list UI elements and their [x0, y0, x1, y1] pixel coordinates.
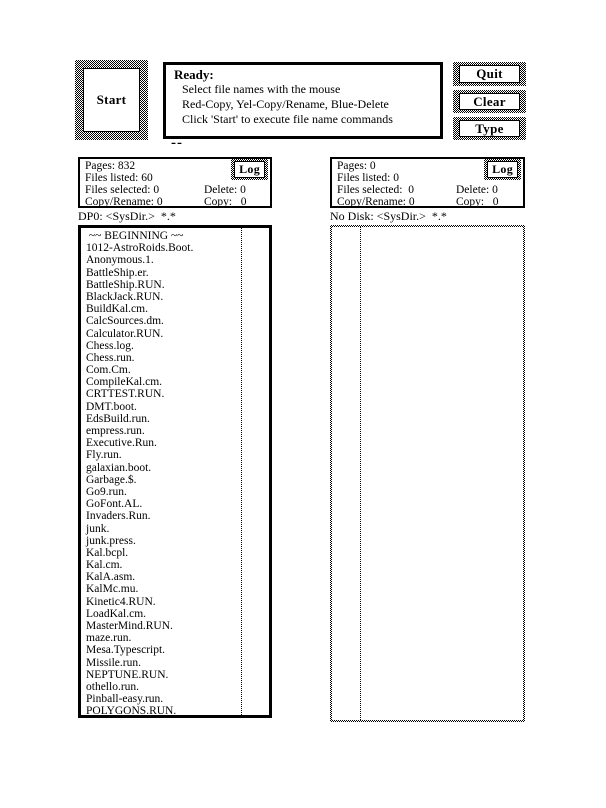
file-row[interactable]: CalcSources.dm. [86, 315, 164, 328]
mouse-cursor: -- [171, 135, 183, 151]
right-log-button[interactable] [484, 159, 521, 180]
copy-stat: Copy: 0 [456, 196, 499, 208]
pages-stat: Pages: 832 [85, 160, 136, 172]
list-divider-line [360, 227, 361, 720]
left-file-list-area [81, 228, 269, 718]
file-row[interactable]: Go9.run. [86, 485, 127, 498]
right-file-list-area [332, 227, 523, 720]
file-row[interactable]: CompileKal.cm. [86, 376, 163, 389]
file-row[interactable]: Garbage.$. [86, 473, 137, 486]
file-row[interactable]: Missile.run. [86, 656, 141, 669]
right-stats-panel [330, 157, 525, 208]
file-row[interactable]: MasterMind.RUN. [86, 620, 173, 632]
status-title: Ready: [174, 67, 214, 82]
type-button[interactable] [453, 117, 526, 140]
files-listed-stat: Files listed: 0 [337, 172, 399, 184]
type-button-label: Type [459, 120, 520, 137]
file-row[interactable]: KalMc.mu. [86, 583, 139, 596]
left-list-scrollbar[interactable] [242, 228, 269, 715]
delete-stat: Delete: 0 [456, 184, 498, 196]
copy-rename-stat: Copy/Rename: 0 [337, 196, 415, 208]
file-row[interactable]: POLYGONS.RUN. [86, 705, 177, 718]
file-row[interactable]: Calculator.RUN. [86, 327, 164, 340]
file-list-column [81, 230, 241, 718]
file-row[interactable]: Kal.cm. [86, 559, 123, 572]
file-row[interactable]: empress.run. [86, 425, 145, 437]
file-row[interactable]: Kinetic4.RUN. [86, 595, 156, 608]
copy-stat: Copy: 0 [204, 196, 247, 208]
file-row[interactable]: 1012-AstroRoids.Boot. [86, 242, 194, 255]
file-row[interactable]: Executive.Run. [86, 437, 157, 450]
file-row[interactable]: EdsBuild.run. [86, 412, 150, 425]
file-row[interactable]: Chess.log. [86, 339, 134, 352]
file-row[interactable]: junk.press. [86, 534, 136, 547]
file-row[interactable]: Invaders.Run. [86, 510, 151, 523]
file-row[interactable]: BlackJack.RUN. [86, 290, 164, 303]
file-row[interactable]: BattleShip.RUN. [86, 278, 165, 291]
file-row[interactable]: Anonymous.1. [86, 254, 154, 267]
start-button[interactable] [75, 60, 148, 140]
file-row[interactable]: Pinball-easy.run. [86, 693, 164, 706]
file-row[interactable]: DMT.boot. [86, 400, 137, 413]
file-row[interactable]: Chess.run. [86, 351, 135, 364]
clear-button-label: Clear [459, 93, 520, 110]
left-file-list [78, 225, 272, 718]
file-row[interactable]: ~~ BEGINNING ~~ [86, 230, 184, 242]
status-line: Click 'Start' to execute file name commands [182, 112, 393, 126]
delete-stat: Delete: 0 [204, 184, 246, 196]
file-row[interactable]: NEPTUNE.RUN. [86, 668, 169, 681]
left-directory-label: DP0: <SysDir.> *.* [78, 209, 176, 223]
file-row[interactable]: galaxian.boot. [86, 461, 152, 474]
start-button-label: Start [83, 68, 140, 132]
status-message-box [163, 62, 443, 139]
file-row[interactable]: BuildKal.cm. [86, 303, 148, 316]
clear-button[interactable] [453, 90, 526, 113]
file-row[interactable]: CRTTEST.RUN. [86, 388, 165, 401]
files-selected-stat: Files selected: 0 [337, 184, 414, 196]
quit-button[interactable] [453, 62, 526, 86]
files-listed-stat: Files listed: 60 [85, 172, 153, 184]
file-row[interactable]: GoFont.AL. [86, 498, 143, 511]
right-directory-label: No Disk: <SysDir.> *.* [330, 209, 447, 223]
left-stats-panel [78, 157, 272, 208]
file-row[interactable]: LoadKal.cm. [86, 607, 147, 620]
left-log-button[interactable] [231, 159, 268, 180]
file-row[interactable]: BattleShip.er. [86, 266, 149, 279]
file-row[interactable]: Kal.bcpl. [86, 546, 129, 559]
file-row[interactable]: othello.run. [86, 680, 140, 693]
quit-button-label: Quit [459, 65, 520, 83]
file-row[interactable]: Com.Cm. [86, 364, 131, 377]
status-line: Select file names with the mouse [182, 82, 341, 96]
copy-rename-stat: Copy/Rename: 0 [85, 196, 163, 208]
right-log-button-label: Log [487, 161, 518, 178]
file-row[interactable]: KalA.asm. [86, 571, 136, 584]
files-selected-stat: Files selected: 0 [85, 184, 160, 196]
right-list-scrollbar[interactable] [332, 227, 360, 720]
right-file-list [330, 225, 525, 722]
file-row[interactable]: junk. [86, 522, 110, 535]
file-row[interactable]: Fly.run. [86, 449, 122, 462]
left-log-button-label: Log [234, 161, 265, 178]
file-row[interactable]: Mesa.Typescript. [86, 644, 166, 657]
status-line: Red-Copy, Yel-Copy/Rename, Blue-Delete [182, 97, 389, 111]
pages-stat: Pages: 0 [337, 160, 376, 172]
file-row[interactable]: maze.run. [86, 632, 132, 645]
